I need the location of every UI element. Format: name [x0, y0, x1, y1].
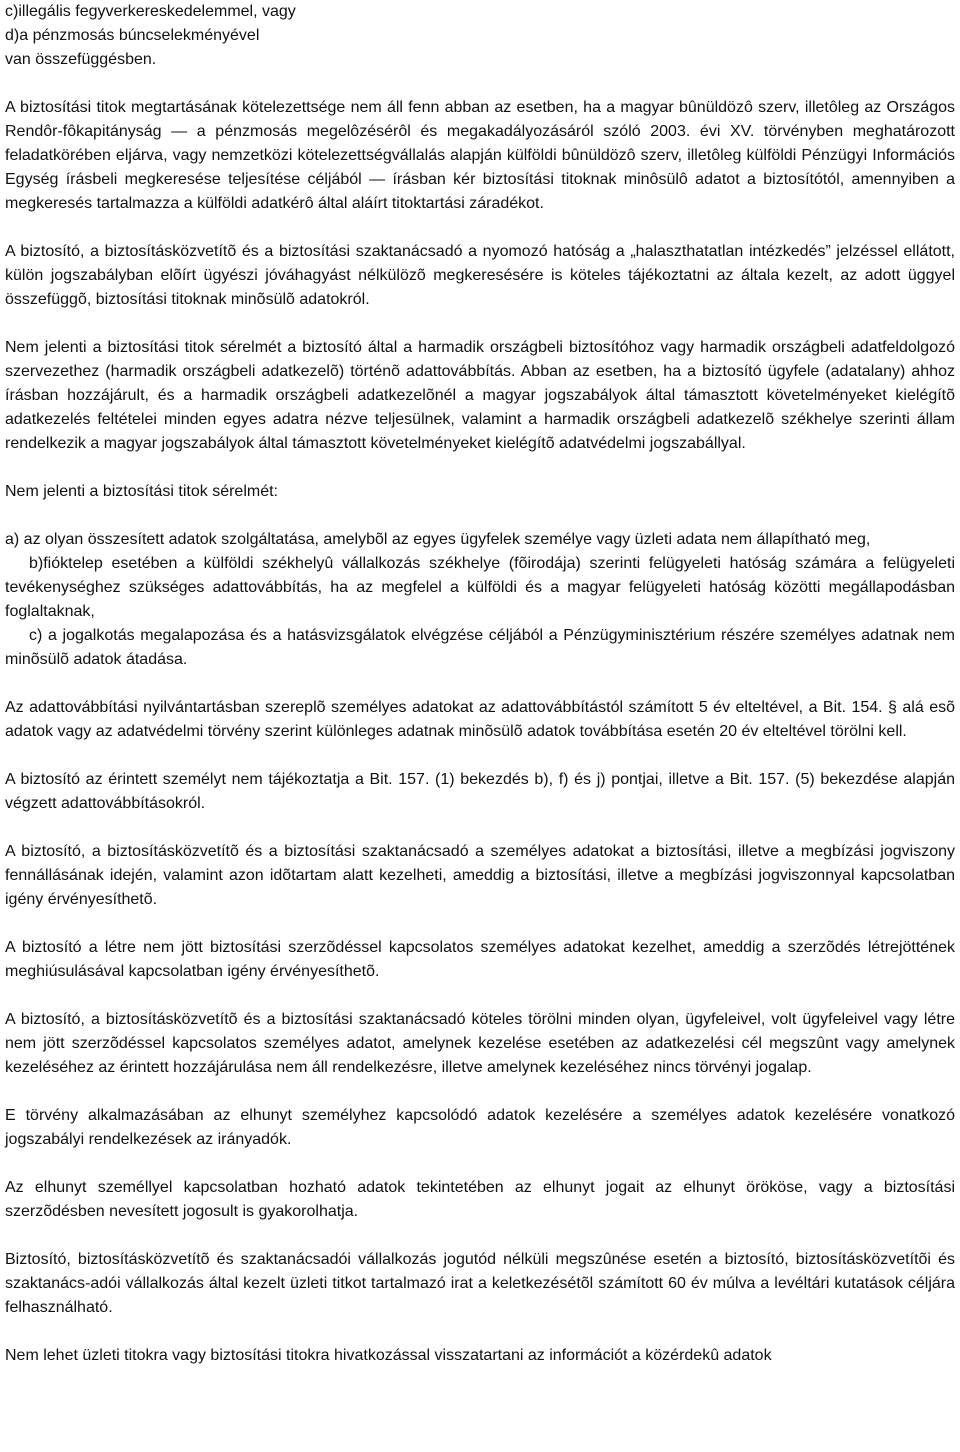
paragraph-item-b: b)fióktelep esetében a külföldi székhelyû vállalkozás székhelye (fõirodája) szerinti felügyeleti hatóság számára a felügyeleti tevékenységhez szükséges adattovábbítás, ha az megfelel a külföldi és a magyar felügyeleti hatóság közötti megállapodásban foglaltaknak,: [5, 555, 955, 620]
paragraph-jogutod-nelkuli: Biztosító, biztosításközvetítõ és szaktanácsadói vállalkozás jogutód nélküli megszûnése esetén a biztosító, biztosításközvetítõi és szaktanács-adói vállalkozás által kezelt üzleti titkot tartalmazó irat a keletkezésétõl számított 60 év múlva a levéltári kutatások céljára felhasználható.: [5, 1251, 955, 1316]
paragraph-kozerdeku-adatok: Nem lehet üzleti titokra vagy biztosítási titokra hivatkozással visszatartani az információt a közérdekû adatok: [5, 1347, 772, 1364]
top-list: [5, 0, 955, 72]
paragraph-elhunyt-jogai: Az elhunyt személlyel kapcsolatban hozható adatok tekintetében az elhunyt jogait az elhunyt örököse, vagy a biztosítási szerzõdésben nevesített jogosult is gyakorolhatja.: [5, 1179, 955, 1220]
document-page: [5, 0, 955, 1368]
list-item-text: van összefüggésben.: [5, 51, 157, 68]
paragraph-item-c: c) a jogalkotás megalapozása és a hatásvizsgálatok elvégzése céljából a Pénzügyminisztérium részére személyes adatnak nem minõsülõ adatok átadása.: [5, 627, 955, 668]
paragraph-nyomozo-hatosag: A biztosító, a biztosításközvetítõ és a biztosítási szaktanácsadó a nyomozó hatóság a „halaszthatatlan intézkedés” jelzéssel ellátott, külön jogszabályban elõírt ügyészi jóváhagyást nélkülözõ megkeresésére is köteles tájékoztatni az általa kezelt, az adott üggyel összefüggõ, biztosítási titoknak minõsülõ adatokról.: [5, 243, 955, 308]
paragraph-titok-kivetel-bunuldozo: A biztosítási titok megtartásának kötelezettsége nem áll fenn abban az esetben, ha a magyar bûnüldözô szerv, illetôleg az Országos Rendôr-fôkapitányság — a pénzmosás megelôzésérôl és megakadályozásáról szóló 2003. évi XV. törvényben meghatározott feladatkörében eljárva, vagy nemzetközi kötelezettségvállalás alapján külföldi bûnüldözô szerv, illetôleg külföldi Pénzügyi Információs Egység írásbeli megkeresése teljesítése céljából — írásban kér biztosítási titoknak minôsülô adatot a biztosítótól, amennyiben a megkeresés tartalmazza a külföldi adatkérô által aláírt titoktartási záradékot.: [5, 99, 955, 212]
list-marker: c): [5, 3, 19, 20]
paragraph-letre-nem-jott: A biztosító a létre nem jött biztosítási szerzõdéssel kapcsolatos személyes adatokat kezelhet, ameddig a szerzõdés létrejöttének meghiúsulásával kapcsolatban igény érvényesíthetõ.: [5, 939, 955, 980]
paragraph-tajekoztatas: A biztosító az érintett személyt nem tájékoztatja a Bit. 157. (1) bekezdés b), f) és j) pontjai, illetve a Bit. 157. (5) bekezdése alapján végzett adattovábbításokról.: [5, 771, 955, 812]
list-item-continuation: [5, 48, 955, 72]
list-item-d: [5, 24, 955, 48]
paragraph-nem-serelem-intro: Nem jelenti a biztosítási titok sérelmét:: [5, 483, 278, 500]
paragraph-torles-5-ev: Az adattovábbítási nyilvántartásban szereplõ személyes adatokat az adattovábbítástól számított 5 év elteltével, a Bit. 154. § alá esõ adatok vagy az adatvédelmi törvény szerint különleges adatnak minõsülõ adatok továbbítása esetén 20 év elteltével törölni kell.: [5, 699, 955, 740]
list-item-text: illegális fegyverkereskedelemmel, vagy: [18, 3, 296, 20]
list-item-c: [5, 0, 955, 24]
list-item-text: a pénzmosás búncselekményével: [19, 27, 260, 44]
spacer: [5, 72, 955, 96]
paragraph-elhunyt-szemely: E törvény alkalmazásában az elhunyt személyhez kapcsolódó adatok kezelésére a személyes adatok kezelésére vonatkozó jogszabályi rendelkezések az irányadók.: [5, 1107, 955, 1148]
paragraph-adatkezeles-ideje: A biztosító, a biztosításközvetítõ és a biztosítási szaktanácsadó a személyes adatokat a biztosítási, illetve a megbízási jogviszony fennállásának idején, valamint azon idõtartam alatt kezelheti, ameddig a biztosítási, illetve a megbízási jogviszonnyal kapcsolatban igény érvényesíthetõ.: [5, 843, 955, 908]
paragraph-harmadik-orszag: Nem jelenti a biztosítási titok sérelmét a biztosító által a harmadik országbeli biztosítóhoz vagy harmadik országbeli adatfeldolgozó szervezethez (harmadik országbeli adatkezelõ) történõ adattovábbítás. Abban az esetben, ha a biztosító ügyfele (adatalany) ahhoz írásban hozzájárult, és a harmadik országbeli adatkezelõnél a magyar jogszabályok által támasztott követelményeket kielégítõ adatkezelés feltételei minden egyes adatra nézve teljesülnek, valamint a harmadik országbeli adatkezelõ székhelye szerinti állam rendelkezik a magyar jogszabályok által támasztott követelményeket kielégítõ adatvédelmi jogszabállyal.: [5, 339, 955, 452]
paragraph-torlesi-kotelezettseg: A biztosító, a biztosításközvetítõ és a biztosítási szaktanácsadó köteles törölni minden olyan, ügyfeleivel, volt ügyfeleivel vagy létre nem jött szerzõdéssel kapcsolatos személyes adatot, amelynek kezelése esetében az adatkezelési cél megszûnt vagy amelynek kezeléséhez az érintett hozzájárulása nem áll rendelkezésre, illetve amelynek kezeléséhez nincs törvényi jogalap.: [5, 1011, 955, 1076]
paragraph-item-a: a) az olyan összesített adatok szolgáltatása, amelybõl az egyes ügyfelek személye vagy üzleti adata nem állapítható meg,: [5, 531, 871, 548]
list-marker: d): [5, 27, 20, 44]
